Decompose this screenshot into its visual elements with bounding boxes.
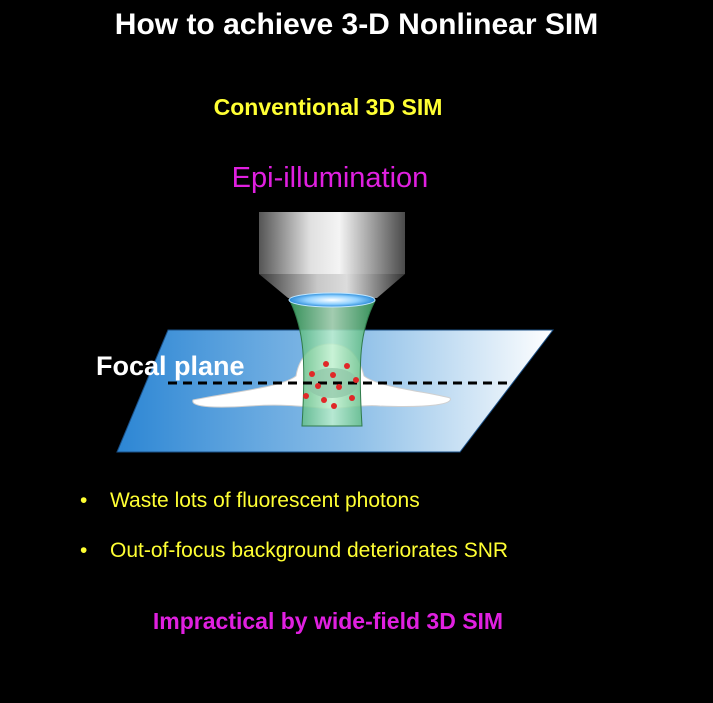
- bullet-icon: •: [80, 489, 88, 512]
- objective-barrel: [259, 212, 405, 274]
- bullet-item: [80, 539, 508, 563]
- objective-lens: [289, 293, 375, 307]
- fluorophore: [303, 393, 309, 399]
- fluorophore: [321, 397, 327, 403]
- bullet-item: [80, 489, 420, 513]
- fluorophore: [349, 395, 355, 401]
- bullet-icon: •: [80, 539, 88, 562]
- fluorophore: [353, 377, 359, 383]
- illumination-label: Epi-illumination: [231, 162, 429, 194]
- fluorophore: [344, 363, 350, 369]
- slide-title: How to achieve 3-D Nonlinear SIM: [114, 8, 599, 41]
- bullet-text: Waste lots of fluorescent photons: [110, 489, 420, 512]
- fluorophore: [336, 384, 342, 390]
- subtitle: Conventional 3D SIM: [213, 94, 443, 120]
- fluorophore: [331, 403, 337, 409]
- fluorophore: [309, 371, 315, 377]
- conclusion-text: Impractical by wide-field 3D SIM: [152, 608, 504, 634]
- focal-plane-label: Focal plane: [96, 351, 245, 381]
- fluorophore: [315, 383, 321, 389]
- fluorophore: [323, 361, 329, 367]
- fluorophore: [330, 372, 336, 378]
- bullet-text: Out-of-focus background deteriorates SNR: [110, 539, 509, 562]
